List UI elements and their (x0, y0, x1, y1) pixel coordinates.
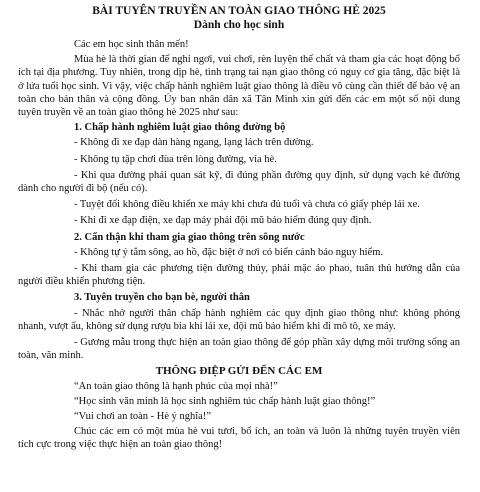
list-item: - Gương mẫu trong thực hiện an toàn giao thông để góp phần xây dựng môi trường sống an toàn, văn minh. (18, 337, 460, 362)
list-item: - Khi tham gia các phương tiện đường thủy, phải mặc áo phao, tuân thủ hướng dẫn của người điều khiển phương tiện. (18, 263, 460, 288)
section-3 (18, 291, 460, 362)
list-item: - Không tụ tập chơi đùa trên lòng đường, vỉa hè. (74, 153, 277, 165)
closing-paragraph: Chúc các em có một mùa hè vui tươi, bổ ích, an toàn và luôn là những tuyên truyền viên tích cực trong việc thực hiện an toàn giao thông! (18, 426, 460, 451)
list-item: - Nhắc nhở người thân chấp hành nghiêm các quy định giao thông như: không phóng nhanh, vượt ẩu, không sử dụng rượu bia khi lái xe, đội mũ bảo hiểm khi đi mô tô, xe máy. (18, 307, 460, 332)
list-item: - Khi qua đường phải quan sát kỹ, đi đúng phần đường quy định, sử dụng vạch kẻ đường dành cho người đi bộ (nếu có). (18, 169, 460, 195)
section-heading: 1. Chấp hành nghiêm luật giao thông đường bộ (74, 122, 286, 134)
section-2 (18, 231, 460, 289)
message-title: THÔNG ĐIỆP GỬI ĐẾN CÁC EM (155, 365, 323, 378)
section-1 (18, 121, 460, 227)
list-item: - Không đi xe đạp dàn hàng ngang, lạng lách trên đường. (74, 137, 314, 149)
document-title: BÀI TUYÊN TRUYỀN AN TOÀN GIAO THÔNG HÈ 2025 (92, 5, 386, 17)
section-heading: 2. Cẩn thận khi tham gia giao thông trên sông nước (74, 231, 305, 243)
message-quote: “Học sinh văn minh là học sinh nghiêm túc chấp hành luật giao thông!” (74, 395, 376, 407)
document-subtitle: Dành cho học sinh (193, 19, 285, 31)
list-item: - Không tự ý tắm sông, ao hồ, đặc biệt ở nơi có biển cảnh báo nguy hiểm. (74, 246, 383, 258)
section-heading: 3. Tuyên truyền cho bạn bè, người thân (74, 292, 250, 304)
list-item: - Tuyệt đối không điều khiển xe máy khi chưa đủ tuổi và chưa có giấy phép lái xe. (74, 199, 420, 211)
message-quote: “An toàn giao thông là hạnh phúc của mọi nhà!” (74, 380, 278, 392)
list-item: - Khi đi xe đạp điện, xe đạp máy phải đội mũ bảo hiểm đúng quy định. (74, 215, 372, 227)
greeting: Các em học sinh thân mến! (74, 39, 189, 50)
intro-paragraph: Mùa hè là thời gian để nghỉ ngơi, vui chơi, rèn luyện thể chất và tham gia các hoạt động bổ ích tại địa phương. Tuy nhiên, trong dịp hè, tình trạng tai nạn giao thông có nguy cơ gia tăng, đặc biệt là ở lứa tuổi học sinh. Vì vậy, việc chấp hành nghiêm luật giao thông là điều vô cùng cần thiết để bảo vệ an toàn cho bản thân và cộng đồng. Ủy ban nhân dân xã Tân Minh xin gửi đến các em một số nội dung tuyên truyền về an toàn giao thông hè 2025 như sau: (18, 54, 460, 119)
message-quote: “Vui chơi an toàn - Hè ý nghĩa!” (74, 411, 211, 423)
